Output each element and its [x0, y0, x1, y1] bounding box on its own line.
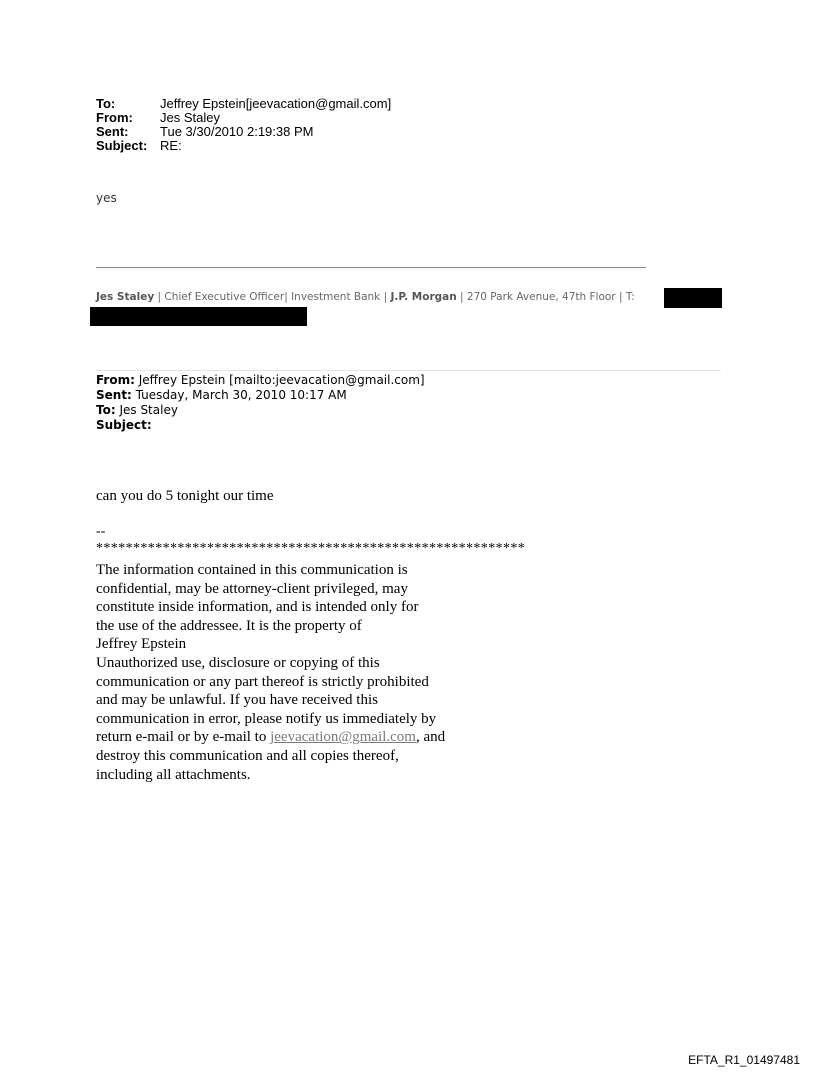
disclaimer-line: and may be unlawful. If you have received this [96, 692, 378, 709]
quoted-subject-row [96, 418, 425, 433]
signature-dashes: -- [96, 524, 106, 539]
disclaimer-text: return e-mail or by e-mail to [96, 729, 271, 746]
subject-value: RE: [160, 138, 182, 153]
quoted-to-row [96, 403, 425, 418]
disclaimer-line: constitute inside information, and is intended only for [96, 599, 419, 616]
to-label: To: [96, 96, 116, 111]
subject-row [96, 139, 391, 153]
to-row [96, 97, 391, 111]
from-value: Jes Staley [160, 110, 220, 125]
signature-line [96, 291, 635, 303]
disclaimer-line: destroy this communication and all copies thereof, [96, 747, 399, 764]
quoted-from-row [96, 373, 425, 388]
subject-label: Subject: [96, 138, 148, 153]
quoted-sent-label: Sent: [96, 388, 132, 402]
signature-address: | 270 Park Avenue, 47th Floor | T: [456, 291, 635, 303]
signature-name: Jes Staley [96, 291, 155, 303]
disclaimer-line: communication or any part thereof is strictly prohibited [96, 673, 429, 690]
star-separator: ********************************************************** [96, 541, 526, 556]
disclaimer-line: Unauthorized use, disclosure or copying of this [96, 654, 380, 671]
redaction-box [664, 288, 722, 308]
disclaimer-text: , and [415, 729, 446, 746]
signature-company: J.P. Morgan [390, 291, 457, 303]
disclaimer-line: the use of the addressee. It is the property of [96, 617, 362, 634]
disclaimer-line: including all attachments. [96, 766, 251, 783]
quoted-body: can you do 5 tonight our time [96, 488, 274, 504]
quoted-sent-value: Tuesday, March 30, 2010 10:17 AM [131, 388, 347, 402]
disclaimer-line: Jeffrey Epstein [96, 636, 187, 653]
quoted-divider [96, 370, 721, 371]
quoted-to-value: Jes Staley [115, 403, 178, 417]
signature-divider [96, 267, 646, 268]
sent-row [96, 125, 391, 139]
email-header [96, 97, 391, 153]
redaction-box [90, 307, 307, 326]
to-value: Jeffrey Epstein[jeevacation@gmail.com] [160, 96, 392, 111]
document-id: EFTA_R1_01497481 [688, 1053, 800, 1067]
sent-label: Sent: [96, 124, 129, 139]
quoted-subject-label: Subject: [96, 418, 152, 432]
quoted-header [96, 373, 425, 433]
sent-value: Tue 3/30/2010 2:19:38 PM [160, 124, 314, 139]
signature-title: | Chief Executive Officer| Investment Bank | [154, 291, 391, 303]
reply-body: yes [96, 191, 117, 205]
from-row [96, 111, 391, 125]
disclaimer-line: confidential, may be attorney-client privileged, may [96, 580, 408, 597]
disclaimer-line [96, 728, 516, 747]
quoted-from-label: From: [96, 373, 135, 387]
disclaimer-line: communication in error, please notify us immediately by [96, 710, 437, 727]
from-label: From: [96, 110, 133, 125]
email-link[interactable]: jeevacation@gmail.com [270, 729, 416, 746]
quoted-sent-row [96, 388, 425, 403]
quoted-from-value: Jeffrey Epstein [mailto:jeevacation@gmail.com] [134, 373, 425, 387]
disclaimer-line: The information contained in this communication is [96, 562, 408, 578]
quoted-to-label: To: [96, 403, 116, 417]
confidentiality-disclaimer [96, 561, 516, 784]
